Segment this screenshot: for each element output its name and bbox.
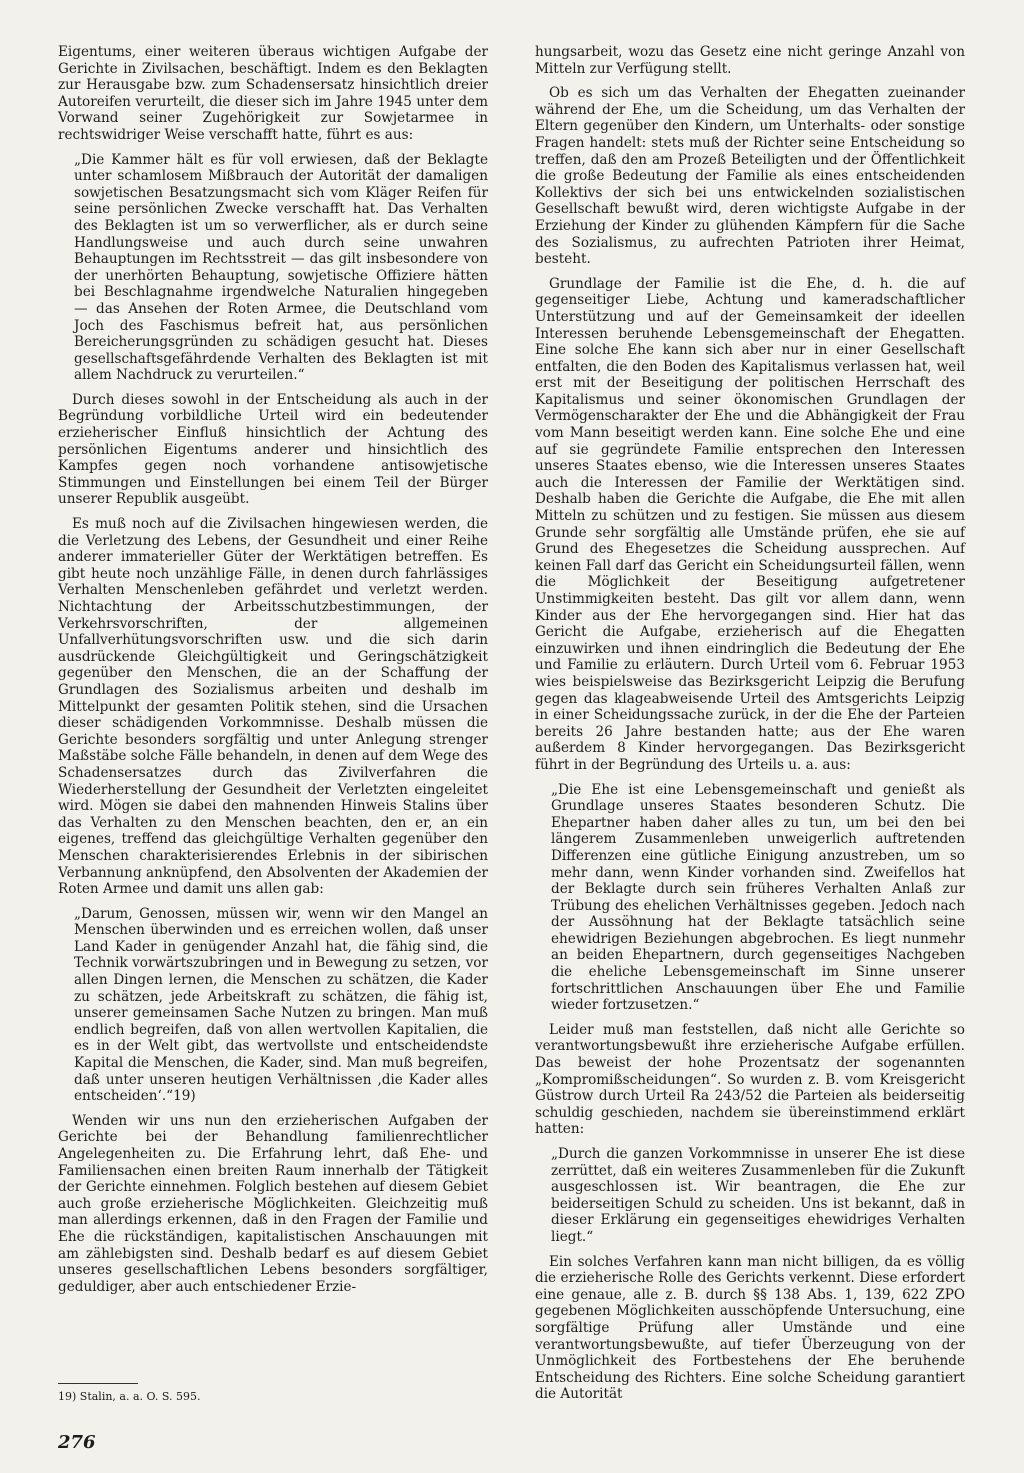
paragraph: hungsarbeit, wozu das Gesetz eine nicht geringe Anzahl von Mitteln zur Verfügung stellt. bbox=[535, 44, 965, 77]
paragraph: Grundlage der Familie ist die Ehe, d. h. die auf gegenseitiger Liebe, Achtung und kameradschaftlicher Unterstützung und auf der Gemeinsamkeit der ideellen Interessen beruhende Lebensgemeinschaft der Ehegatten. Eine solche Ehe kann sich aber nur in einer Gesellschaft entfalten, die den Boden des Kapitalismus verlassen hat, weil erst mit der Beseitigung der politischen Herrschaft des Kapitalismus und seiner ökonomischen Grundlagen der Vermögenscharakter der Ehe und die Abhängigkeit der Frau vom Mann beseitigt werden kann. Eine solche Ehe und eine auf sie gegründete Familie entsprechen den Interessen unseres Staates ebenso, wie die Interessen unseres Staates auch die Interessen der Familie der Werktätigen sind. Deshalb haben die Gerichte die Aufgabe, die Ehe mit allen Mitteln zu schützen und zu festigen. Sie müssen aus diesem Grunde sehr sorgfältig alle Umstände prüfen, ehe sie auf Grund des Ehegesetzes die Scheidung aussprechen. Auf keinen Fall darf das Gericht ein Scheidungsurteil fällen, wenn die Möglichkeit der Beseitigung aufgetretener Unstimmigkeiten besteht. Das gilt vor allem dann, wenn Kinder aus der Ehe hervorgegangen sind. Hier hat das Gericht die Aufgabe, erzieherisch auf die Ehegatten einzuwirken und ihnen eindringlich die Bedeutung der Ehe und Familie zu erläutern. Durch Urteil vom 6. Februar 1953 wies beispielsweise das Bezirksgericht Leipzig die Berufung gegen das klageabweisende Urteil des Amtsgerichts Leipzig in einer Scheidungssache zurück, in der die Ehe der Parteien bereits 26 Jahre bestanden hatte; aus der Ehe waren außerdem 8 Kinder hervorgegangen. Das Bezirksgericht führt in der Begründung des Urteils u. a. aus: bbox=[535, 275, 965, 773]
paragraph: Ob es sich um das Verhalten der Ehegatten zueinander während der Ehe, um die Scheidung, um das Verhalten der Eltern gegenüber den Kindern, um Unterhalts- oder sonstige Fragen handelt: stets muß der Richter seine Entscheidung so treffen, daß den am Prozeß Beteiligten und der Öffentlichkeit die große Bedeutung der Familie als eines entscheidenden Kollektivs der sich bei uns entwickelnden sozialistischen Gesellschaft bewußt wird, deren wichtigste Aufgabe in der Erziehung der Kinder zu glühenden Kämpfern für die Sache des Sozialismus, zu aufrechten Patrioten ihrer Heimat, besteht. bbox=[535, 85, 965, 268]
paragraph: Leider muß man feststellen, daß nicht alle Gerichte so verantwortungsbewußt ihre erzieherische Aufgabe erfüllen. Das beweist der hohe Prozentsatz der sogenannten „Kompromißscheidungen“. So wurden z. B. vom Kreisgericht Güstrow durch Urteil Ra 243/52 die Parteien als beiderseitig schuldig geschieden, nachdem sie übereinstimmend erklärt hatten: bbox=[535, 1021, 965, 1138]
footnote-rule bbox=[58, 1383, 138, 1384]
block-quote: „Die Kammer hält es für voll erwiesen, daß der Beklagte unter schamlosem Mißbrauch der Autorität der damaligen sowjetischen Besatzungsmacht sich vom Kläger Reifen für seine persönlichen Zwecke verschafft hat. Das Verhalten des Beklagten ist um so verwerflicher, als er durch seine Handlungsweise und auch durch seine unwahren Behauptungen im Rechtsstreit — das gilt insbesondere von der unerhörten Behauptung, sowjetische Offiziere hätten bei Beschlagnahme irgendwelche Naturalien hingegeben — das Ansehen der Roten Armee, die Deutschland vom Joch des Faschismus befreit hat, aus persönlichen Bereicherungsgründen zu schädigen gesucht hat. Dieses gesellschaftsgefährdende Verhalten des Beklagten ist mit allem Nachdruck zu verurteilen.“ bbox=[74, 151, 488, 384]
footnote: 19) Stalin, a. a. O. S. 595. bbox=[58, 1390, 201, 1403]
paragraph: Durch dieses sowohl in der Entscheidung als auch in der Begründung vorbildliche Urteil wird ein bedeutender erzieherischer Einfluß hinsichtlich der Achtung des persönlichen Eigentums anderer und hinsichtlich des Kampfes gegen noch vorhandene antisowjetische Stimmungen und Einstellungen bei einem Teil der Bürger unserer Republik ausgeübt. bbox=[58, 391, 488, 508]
paragraph: Eigentums, einer weiteren überaus wichtigen Aufgabe der Gerichte in Zivilsachen, beschäftigt. Indem es den Beklagten zur Herausgabe bzw. zum Schadensersatz hinsichtlich dreier Autoreifen verurteilt, die dieser sich im Jahre 1945 unter dem Vorwand seiner Zugehörigkeit zur Sowjetarmee in rechtswidriger Weise verschafft hatte, führt es aus: bbox=[58, 44, 488, 143]
block-quote: „Die Ehe ist eine Lebensgemeinschaft und genießt als Grundlage unseres Staates besonderen Schutz. Die Ehepartner haben daher alles zu tun, um bei den bei längerem Zusammenleben unweigerlich auftretenden Differenzen eine gütliche Einigung anzustreben, um so mehr dann, wenn Kinder vorhanden sind. Zweifellos hat der Beklagte durch sein früheres Verhalten Anlaß zur Trübung des ehelichen Verhältnisses gegeben. Jedoch nach der Aussöhnung hat der Beklagte tatsächlich seine ehewidrigen Beziehungen abgebrochen. Es liegt nunmehr an beiden Ehepartnern, durch gegenseitiges Nachgeben die eheliche Lebensgemeinschaft im Sinne unserer fortschrittlichen Anschauungen über Ehe und Familie wieder fortzusetzen.“ bbox=[551, 781, 965, 1014]
page-number: 276 bbox=[58, 1432, 96, 1453]
paragraph: Es muß noch auf die Zivilsachen hingewiesen werden, die die Verletzung des Lebens, der Gesundheit und einer Reihe anderer immaterieller Güter der Werktätigen betreffen. Es gibt heute noch unzählige Fälle, in denen durch fahrlässiges Verhalten Menschenleben gefährdet und verletzt werden. Nichtachtung der Arbeitsschutzbestimmungen, der Verkehrsvorschriften, der allgemeinen Unfallverhütungsvorschriften usw. und die sich darin ausdrückende Gleichgültigkeit und Geringschätzigkeit gegenüber den Menschen, die an der Schaffung der Grundlagen des Sozialismus arbeiten und deshalb im Mittelpunkt der gesamten Politik stehen, sind die Ursachen dieser schädigenden Vorkommnisse. Deshalb müssen die Gerichte besonders sorgfältig und unter Anlegung strenger Maßstäbe solche Fälle behandeln, in denen auf dem Wege des Schadensersatzes durch das Zivilverfahren die Wiederherstellung der Gesundheit der Verletzten eingeleitet wird. Mögen sie dabei den mahnenden Hinweis Stalins über das Verhalten zu den Menschen beachten, den er, an ein eigenes, treffend das gleichgültige Verhalten gegenüber den Menschen charakterisierendes Erlebnis in der sibirischen Verbannung anknüpfend, den Absolventen der Akademien der Roten Armee und damit uns allen gab: bbox=[58, 516, 488, 898]
right-column bbox=[535, 44, 965, 1411]
paragraph: Ein solches Verfahren kann man nicht billigen, da es völlig die erzieherische Rolle des Gerichts verkennt. Diese erfordert eine genaue, alle z. B. durch §§ 138 Abs. 1, 139, 622 ZPO gegebenen Möglichkeiten ausschöpfende Untersuchung, eine sorgfältige Prüfung aller Umstände und eine verantwortungsbewußte, auf tiefer Überzeugung von der Unmöglichkeit des Fortbestehens der Ehe beruhende Entscheidung des Richters. Eine solche Scheidung garantiert die Autorität bbox=[535, 1253, 965, 1403]
block-quote: „Durch die ganzen Vorkommnisse in unserer Ehe ist diese zerrüttet, daß ein weiteres Zusammenleben für die Zukunft ausgeschlossen ist. Wir beantragen, die Ehe zur beiderseitigen Schuld zu scheiden. Uns ist bekannt, daß in dieser Erklärung ein gegenseitiges ehewidriges Verhalten liegt.“ bbox=[551, 1146, 965, 1245]
left-column bbox=[58, 44, 488, 1303]
block-quote: „Darum, Genossen, müssen wir, wenn wir den Mangel an Menschen überwinden und es erreichen wollen, daß unser Land Kader in genügender Anzahl hat, die fähig sind, die Technik vorwärtszubringen und in Bewegung zu setzen, vor allen Dingen lernen, die Menschen zu schätzen, die Kader zu schätzen, jede Arbeitskraft zu schätzen, die fähig ist, unserer gemeinsamen Sache Nutzen zu bringen. Man muß endlich begreifen, daß von allen wertvollen Kapitalien, die es in der Welt gibt, das wertvollste und entscheidendste Kapital die Menschen, die Kader, sind. Man muß begreifen, daß unter unseren heutigen Verhältnissen ‚die Kader alles entscheiden‘.“19) bbox=[74, 905, 488, 1105]
paragraph: Wenden wir uns nun den erzieherischen Aufgaben der Gerichte bei der Behandlung familienrechtlicher Angelegenheiten zu. Die Erfahrung lehrt, daß Ehe- und Familiensachen einen breiten Raum innerhalb der Tätigkeit der Gerichte einnehmen. Folglich bestehen auf diesem Gebiet auch große erzieherische Möglichkeiten. Gleichzeitig muß man allerdings erkennen, daß in den Fragen der Familie und Ehe die rückständigen, kapitalistischen Anschauungen mit am zählebigsten sind. Deshalb bedarf es auf diesem Gebiet unseres gesellschaftlichen Lebens besonders sorgfältiger, geduldiger, aber auch entschiedener Erzie- bbox=[58, 1112, 488, 1295]
